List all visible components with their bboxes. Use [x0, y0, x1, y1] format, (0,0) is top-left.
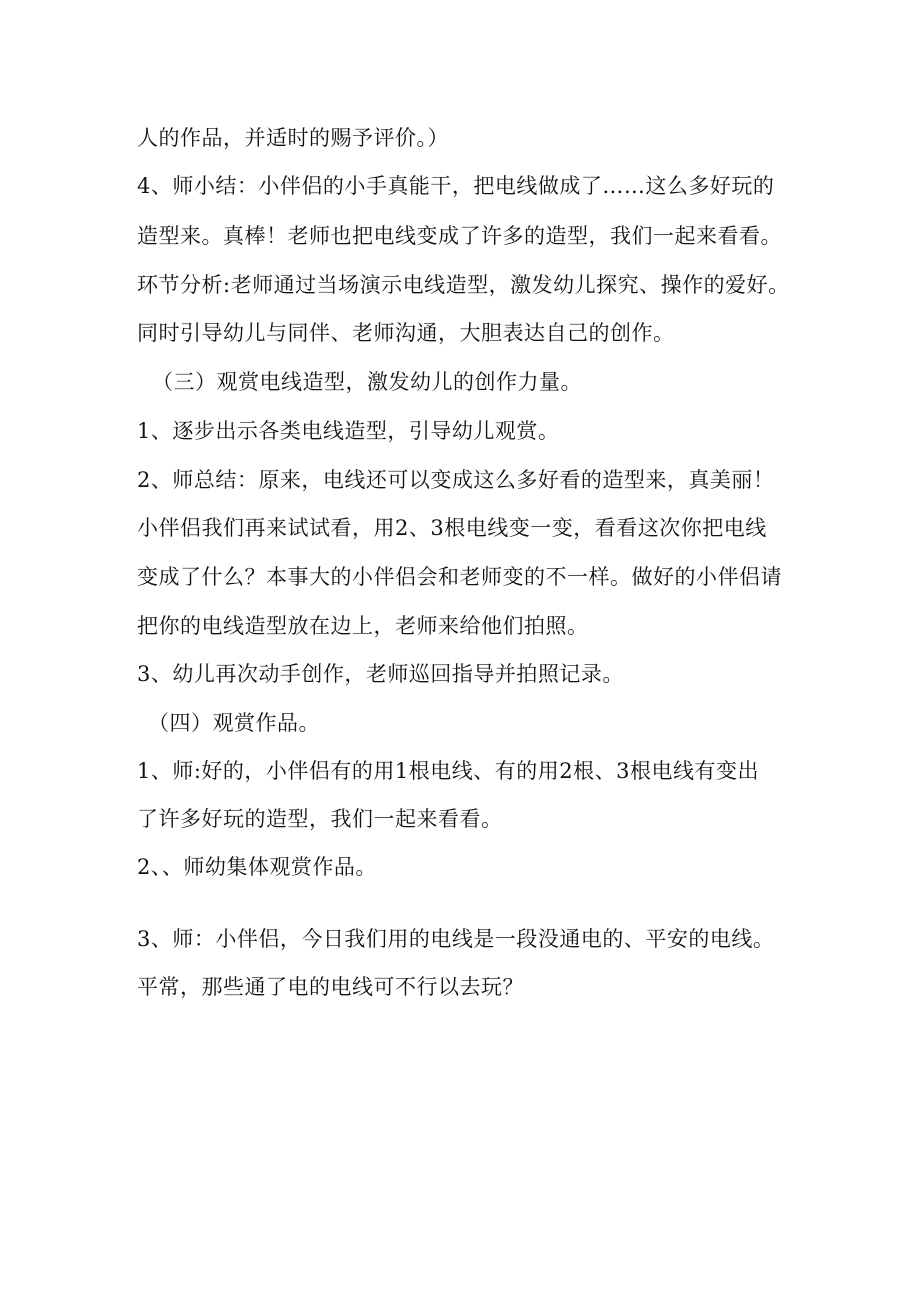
text-line: 平常，那些通了电的电线可不行以去玩？: [137, 975, 524, 999]
text-line: 同时引导幼儿与同伴、老师沟通，大胆表达自己的创作。: [137, 321, 675, 345]
section-heading: （三）观赏电线造型，激发幼儿的创作力量。: [152, 370, 582, 394]
text-line: 1、逐步出示各类电线造型，引导幼儿观赏。: [137, 419, 560, 443]
text-line: 变成了什么？本事大的小伴侣会和老师变的不一样。做好的小伴侣请: [137, 565, 782, 589]
text-line: 2、师总结：原来，电线还可以变成这么多好看的造型来，真美丽！: [137, 468, 775, 492]
section-heading: （四）观赏作品。: [148, 711, 320, 735]
text-line: 3、师：小伴侣，今日我们用的电线是一段没通电的、平安的电线。: [137, 927, 775, 951]
text-line: 把你的电线造型放在边上，老师来给他们拍照。: [137, 614, 589, 638]
text-line: 1、师:好的，小伴侣有的用1根电线、有的用2根、3根电线有变出: [137, 759, 760, 783]
text-line: 2、、师幼集体观赏作品。: [137, 855, 377, 879]
text-line: 造型来。真棒！老师也把电线变成了许多的造型，我们一起来看看。: [137, 224, 782, 248]
text-line: 环节分析:老师通过当场演示电线造型，激发幼儿探究、操作的爱好。: [137, 273, 790, 297]
text-line: 了许多好玩的造型，我们一起来看看。: [137, 807, 503, 831]
text-line: 3、幼儿再次动手创作，老师巡回指导并拍照记录。: [137, 662, 624, 686]
text-line: 人的作品，并适时的赐予评价。）: [137, 126, 449, 150]
text-line: 小伴侣我们再来试试看，用2、3根电线变一变，看看这次你把电线: [137, 516, 767, 540]
text-line: 4、师小结：小伴侣的小手真能干，把电线做成了……这么多好玩的: [137, 174, 775, 198]
